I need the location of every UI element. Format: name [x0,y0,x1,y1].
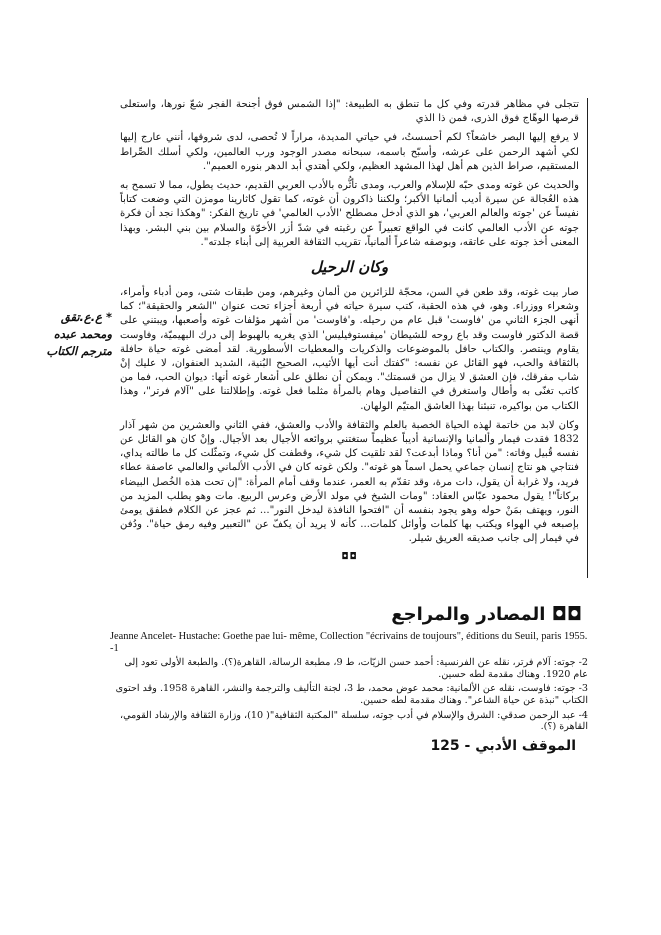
paragraph: وكان لابد من خاتمة لهذه الحياة الخصبة بالعلم والثقافة والأدب والعشق، ففي الثاني والعشرين من شهر آذار 1832 فقدت فيمار وألمانيا والإنسانية أديباً عظيماً ستغتني بروائعه الأجيال بعد الأجيال. وإنْ كان هو القائل عن نفسه قُبيل وفاته: "من أنا؟ وماذا أبدعت؟ لقد تلقيت كل شيء، وقطفت كل شيء، وتمثّلت كل ما طالته يداي، فنتاجي هو نتاج إنسان جماعي يحمل اسماً هو غوته". ولكن غوته كان في الأدب الألماني والعالمي عاصفة عطاء فريد، ولا غرابة أن يقول، دات مرة، وقد تقدّم به العمر، عندما وقف أمام المرأة: "إن تحت هذه الخُصل البيضاء بركاناً"! يقول محمود عبّاس العقاد: "ومات الشيخ في مولد الأرض وعرس الربيع. مات وهو يطلب المزيد من النور، ويهتف بمَنْ حوله وهو يجود بنفسه أن "افتحوا النافذة ليدخل النور"... ثم عجز عن الكلام فطفق يومئ بإصبعه في الهواء ويكتب بها كلمات وأوائل كلمات... كأنه لا يريد أن يكفّ عن "التعبير وفيه رمق حياة". ودُفن في فيمار إلى جانب صديقه العريق شيلر. [120,419,579,545]
section-heading: وكان الرحيل [310,258,389,277]
intro-paragraph: تتجلى في مظاهر قدرته وفي كل ما تنطق به الطبيعة: "إذا الشمس فوق أجنحة الفجر شعّ نورها، واستعلى قرصها الوهّاج فوق الذرى، فمن ذا الذي [120,99,579,125]
reference-item: 4- عبد الرحمن صدقي: الشرق والإسلام في أدب جوته، سلسلة "المكتبة الثقافية"( 10)، وزارة الثقافة والإرشاد القومي، القاهرة (؟). [120,709,588,733]
page-footer: الموقف الأدبي - 125 [430,738,576,754]
references-section [110,604,594,736]
references-list [110,631,594,733]
reference-item: Jeanne Ancelet- Hustache: Goethe pae lui- même, Collection "écrivains de toujours", éditions du Seuil, paris 1955. -1 [110,631,588,654]
paragraph: والحديث عن غوته ومدى حبّه للإسلام والعرب، ومدى تأثُّره بالأدب العربي القديم، حديث يطول، مما لا تسمح به هذه العُجالة عن سيرة أديب ألمانيا الأكبر؛ ولكننا ذاكرون أن غوته، كما تقول كاثارينا مومزن التي وضعت كتاباً نفيساً عن 'جوته والعالم العربي'، هو الذي أدخل مصطلح 'الأدب العالمي' في تاريخ الفكر: "وهكذا نجد أن فكرة جوته عن الأدب العالمي كانت في الواقع تعبيراً عن رغبته في شدّ أزر الأخوّة والسلام بين بني البشر. وبهذا المعنى أخذ جوته على عاتقه، وبوصفه شاعراً ألمانياً، تقريب الثقافة العربية إلى أبناء جلدته". [120,180,579,248]
reference-item: 3- جوته: فاوست، نقله عن الألمانية: محمد عوض محمد، ط 3، لجنة التأليف والترجمة والنشر، القاهرة 1958. وقد احتوى الكتاب "نبذة عن حياة الشاعر". وهناك مقدمة لطه حسين. [115,683,588,706]
references-title: ◘◘ المصادر والمراجع [391,604,582,625]
side-note: * ع.ع.تقق ومحمد عبده مترجم الكتاب [46,310,112,358]
end-mark: ◘◘ [341,551,358,562]
paragraph: لا يرفع إليها البصر خاشعاً؟ لكم أحسستُ، في حياتي المديدة، مراراً لا تُحصى، لدى شروقها، أنني عارج إليها لكي أشهد الرحمن على عرشه، وأسبّح باسمه، سبحانه مصدر الوجود ورب العالمين، ولكي أسلك الصِّراط المستقيم، صراط الذين هم أهل لهذا المشهد العظيم، ولكي أهتدي أبد الدهر بنوره العميم". [120,132,579,172]
paragraph: صار بيت غوته، وقد طعن في السن، محجّة للزائرين من ألمان وغيرهم، ومن طبقات شتى، ومن أدباء وأمراء، وشعراء ووزراء. وهو، في هذه الحقبة، كتب سيرة حياته في أربعة أجزاء تحت عنوان "الشعر والحقيقة"؛ كما أنهى الجزء الثاني من 'فاوست' قبل عام من رحيله. و'فاوست' من أشهر مؤلفات غوته وأصعبها، ويبتني على قصة الدكتور فاوست وقد باع روحه للشيطان 'ميفستوفيليس' الذي يغريه بالهبوط إلى درك البهيميّة، وفاوست يقاوم وينتصر. والكتاب حافل بالموضوعات والذكريات والمعطيات الأسطورية. لقد أمضى غوته حياة حافلة بالثقافة والحب، فهو القائل عن نفسه: "كفتك أنت أيها الأثيب، الصحيح البُنية، الشديد العنفوان، لا عليك إنْ شاب مفرقك، فإن العشق لا يزال من قسمتك". ويمكن أن نطلق على أشعار غوته أنها: ديوان الحب، فما من كاتب تغنّى به وأطال واستغرق في التفاصيل وهام بالمرأة مثلما فعل غوته. وإطلالتنا على "آلام فرتر"، وهذا الكتاب من بواكيره، تنبئنا بهذا العاشق المتيّم الولهان. [120,287,579,412]
reference-item: 2- جوته: آلام فرتر، نقله عن الفرنسية: أحمد حسن الزيّات، ط 9، مطبعة الرسالة، القاهرة(؟). والطبعة الأولى تعود إلى عام 1920. وهناك مقدمة لطه حسين. [124,657,588,680]
main-text-column [120,98,588,578]
